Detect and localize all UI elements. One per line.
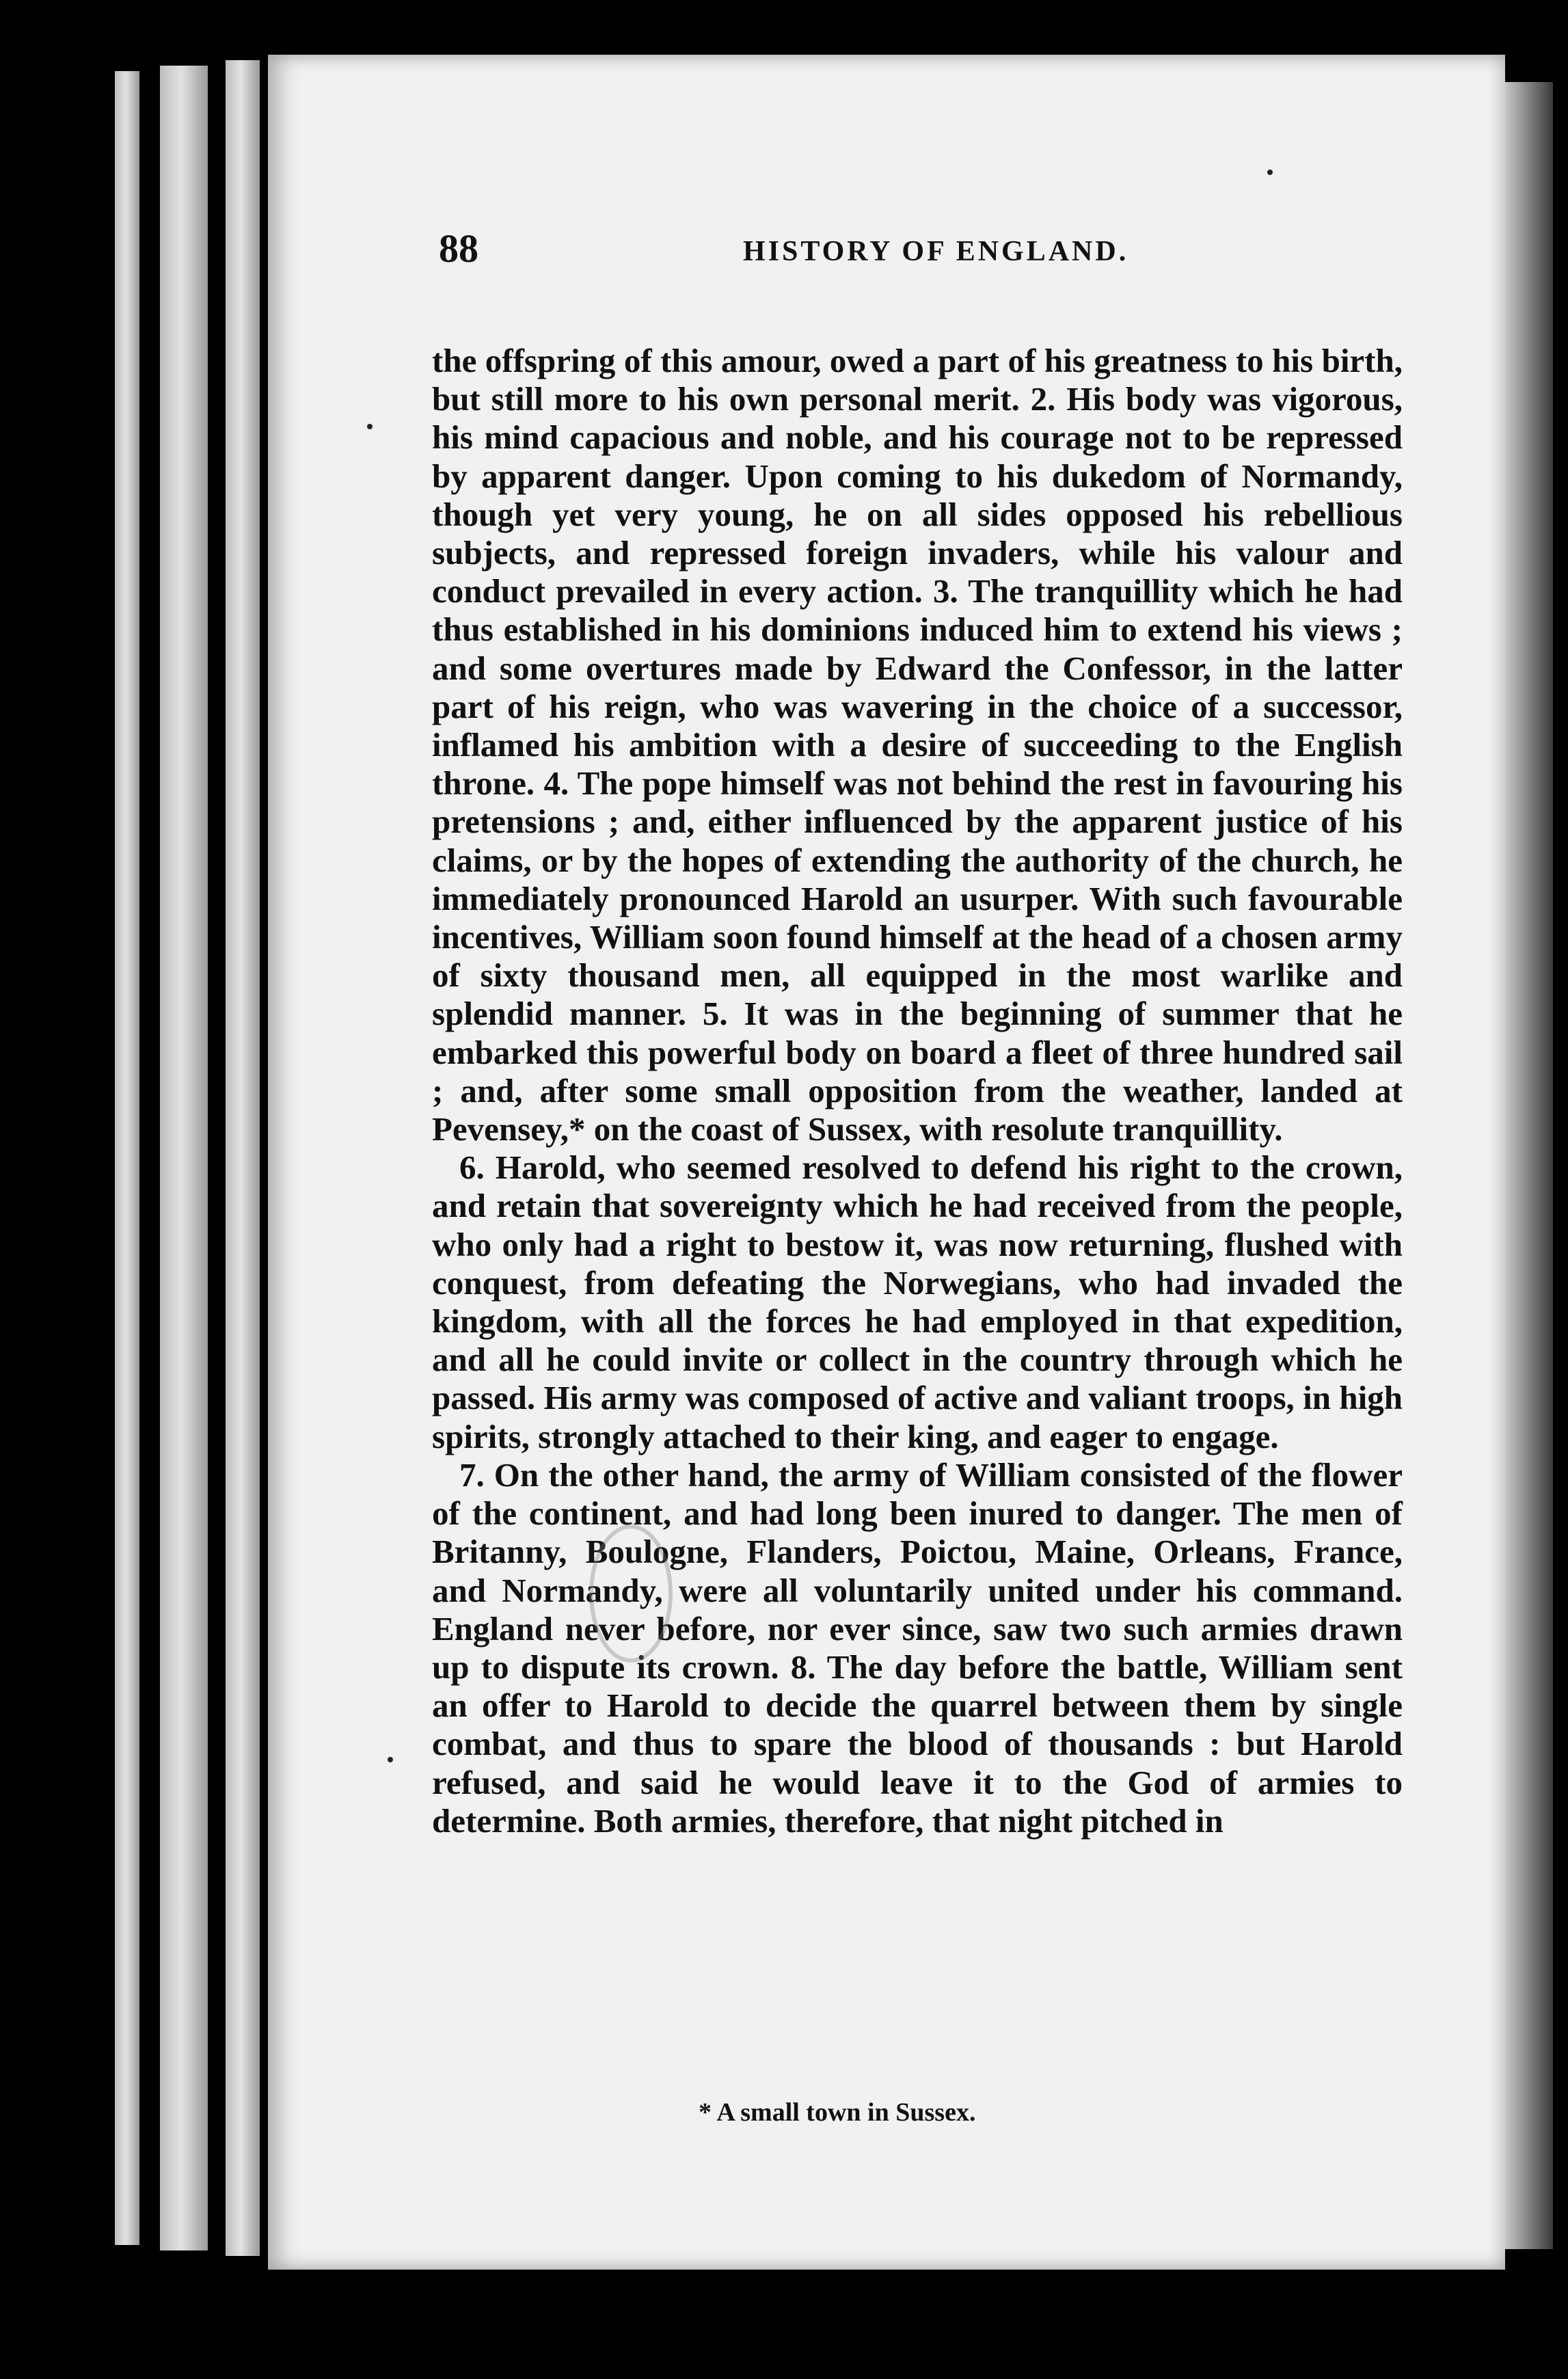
page-edge (160, 66, 208, 2250)
ink-speck (1267, 170, 1273, 175)
ink-speck (388, 1757, 393, 1762)
footnote: * A small town in Sussex. (699, 2098, 976, 2127)
paragraph: the offspring of this amour, owed a part of his greatness to his birth, but still more to his own personal merit. 2. His body was vigorous, his mind capacious and noble, and his courage not to be repressed by apparent danger. Upon coming to his dukedom of Normandy, though yet very young, he on all sides opposed his rebellious subjects, and repressed foreign invaders, while his valour and conduct prevailed in every action. 3. The tranquillity which he had thus established in his dominions induced him to extend his views ; and some overtures made by Edward the Confessor, in the latter part of his reign, who was wavering in the choice of a successor, inflamed his ambition with a desire of succeeding to the English throne. 4. The pope himself was not behind the rest in favouring his pretensions ; and, either influenced by the apparent justice of his claims, or by the hopes of extending the authority of the church, he immediately pronounced Harold an usurper. With such favourable incentives, William soon found himself at the head of a chosen army of sixty thousand men, all equipped in the most warlike and splendid manner. 5. It was in the beginning of summer that he embarked this powerful body on board a fleet of three hundred sail ; and, after some small opposition from the weather, landed at Pevensey,* on the coast of Sussex, with resolute tranquillity. (432, 342, 1403, 1148)
stain-mark (589, 1524, 673, 1663)
running-head: HISTORY OF ENGLAND. (743, 236, 1129, 267)
page-number: 88 (439, 226, 478, 271)
ink-speck (367, 424, 373, 429)
page-edge (115, 71, 139, 2245)
page-edge (226, 60, 260, 2256)
paragraph: 6. Harold, who seemed resolved to defend his right to the crown, and retain that sovereignty which he had received from the people, who only had a right to bestow it, was now returning, flushed with conquest, from defeating the Norwegians, who had invaded the kingdom, with all the forces he had employed in that expedition, and all he could invite or collect in the country through which he passed. His army was composed of active and valiant troops, in high spirits, strongly attached to their king, and eager to engage. (432, 1148, 1403, 1455)
body-text (432, 342, 1403, 1840)
paragraph: 7. On the other hand, the army of William consisted of the flower of the continent, and had long been inured to danger. The men of Britanny, Boulogne, Flanders, Poictou, Maine, Orleans, France, and Normandy, were all voluntarily united under his command. England never before, nor ever since, saw two such armies drawn up to dispute its crown. 8. The day before the battle, William sent an offer to Harold to decide the quarrel between them by single combat, and thus to spare the blood of thousands : but Harold refused, and said he would leave it to the God of armies to determine. Both armies, therefore, that night pitched in (432, 1455, 1403, 1840)
book-page (268, 55, 1505, 2270)
binding-shadow (1498, 82, 1553, 2249)
page-header (439, 226, 1396, 280)
